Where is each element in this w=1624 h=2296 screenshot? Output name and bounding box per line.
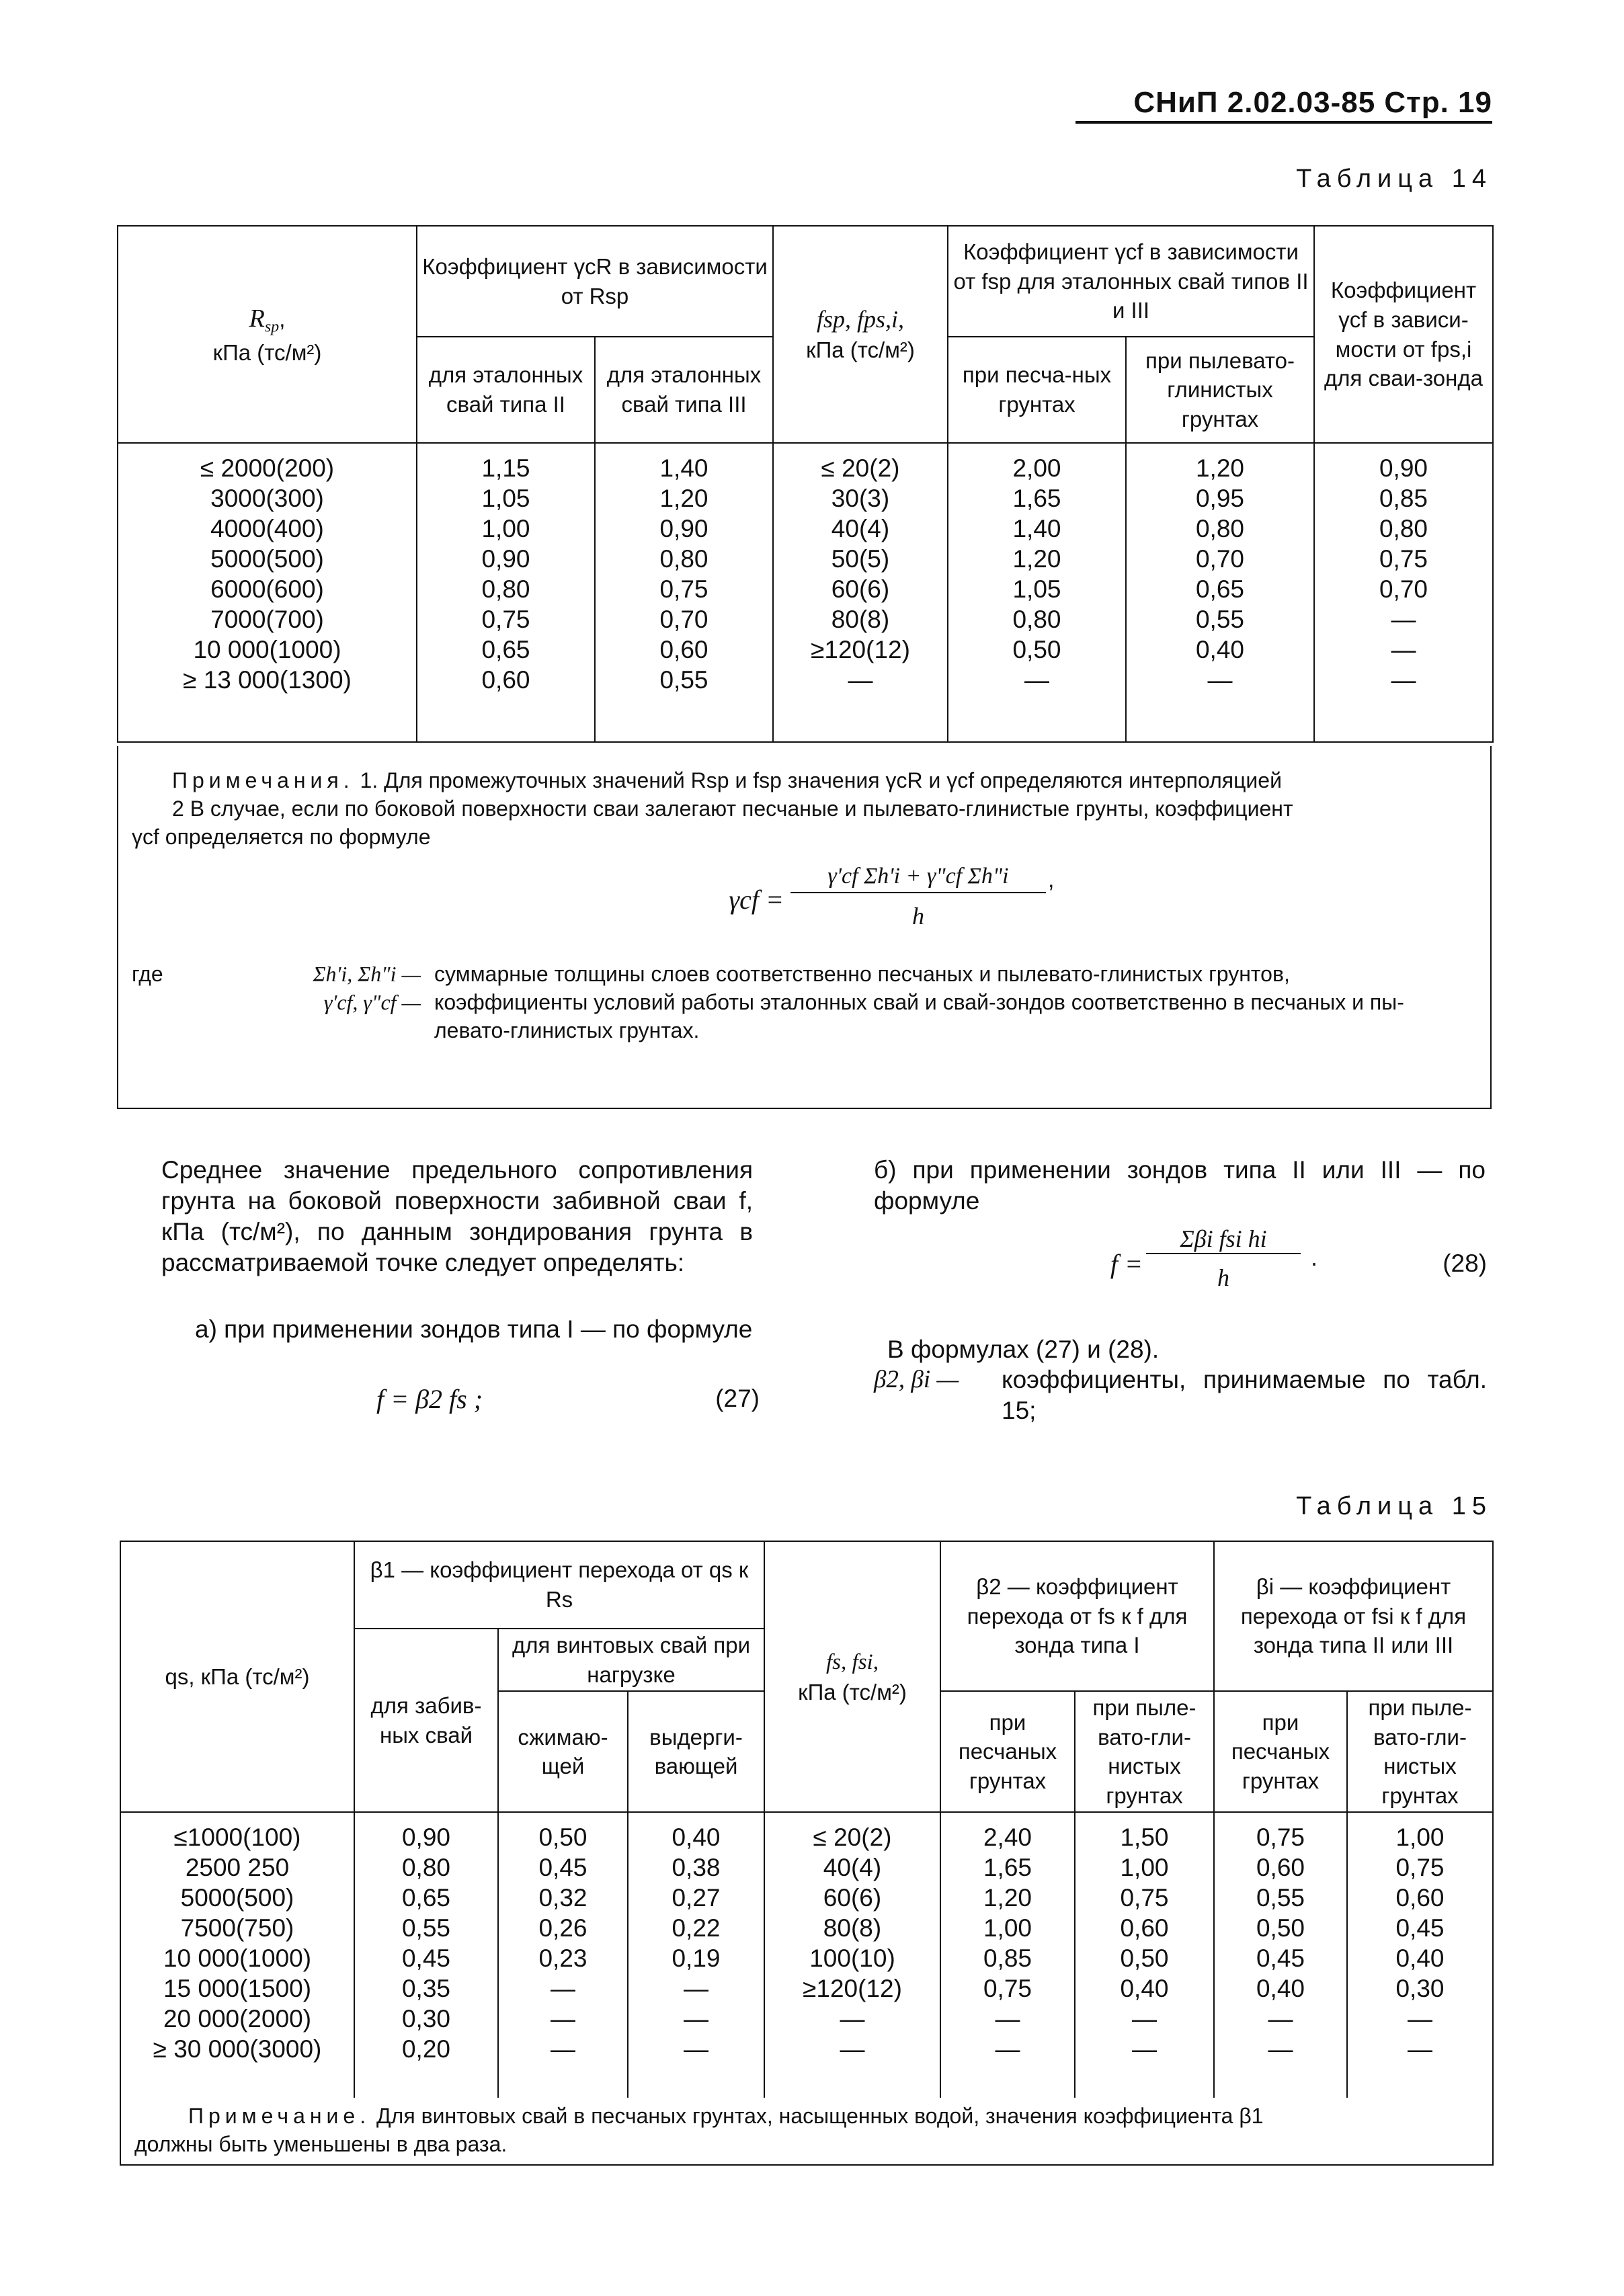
t15-head-bi-clay: при пыле-вато-гли-нистых грунтах <box>1347 1691 1493 1812</box>
table14 <box>117 225 1494 743</box>
t15-head-bi: βi — коэффициент перехода от fsi к f для зонда типа II или III <box>1214 1541 1493 1691</box>
body-right-p3-sym: β2, βi — <box>874 1366 959 1393</box>
t14-col-rsp: ≤ 2000(200) 3000(300) 4000(400) 5000(500) 6000(600) 7000(700) 10 000(1000) ≥ 13 000(1300) <box>118 443 417 742</box>
t14-head-gcr: Коэффициент γcR в зависимости от Rsp <box>417 226 773 337</box>
t15-col-qs: ≤1000(100) 2500 250 5000(500) 7500(750) 10 000(1000) 15 000(1500) 20 000(2000) ≥ 30 000(3000) <box>120 1812 354 2098</box>
body-right-p3-text: коэффициенты, принимаемые по табл. 15; <box>1002 1366 1487 1424</box>
t15-col-bi-sand: 0,75 0,60 0,55 0,50 0,45 0,40 — — <box>1214 1812 1347 2098</box>
body-left-p1: Среднее значение предельного сопротивления грунта на боковой поверхности забивной сваи f, кПа (тс/м²), по данным зондирования грунта в рассматриваемой точке следует определять: <box>161 1156 753 1276</box>
t15-head-b2-sand: при песчаных грунтах <box>940 1691 1075 1812</box>
table15 <box>120 1541 1494 2166</box>
note-formula-denominator: h <box>912 903 924 930</box>
t14-col-gcf-sand: 2,00 1,65 1,40 1,20 1,05 0,80 0,50 — <box>948 443 1126 742</box>
note-w1-sym: Σh'i, Σh"i — <box>313 962 421 986</box>
formula-28-lhs: f = <box>1110 1249 1143 1279</box>
note-w1-text: суммарные толщины слоев соответственно песчаных и пылевато-глинистых грунтов, <box>434 962 1290 986</box>
formula-27: f = β2 fs ; <box>376 1384 483 1414</box>
note-formula-numerator: γ'cf Σh'i + γ"cf Σh"i <box>790 864 1046 893</box>
note-w2-sym: γ'cf, γ"cf — <box>323 990 421 1014</box>
t15-head-b1: β1 — коэффициент перехода от qs к Rs <box>354 1541 764 1629</box>
table14-notes <box>117 746 1492 1109</box>
t14-col-gcf-clay: 1,20 0,95 0,80 0,70 0,65 0,55 0,40 — <box>1126 443 1314 742</box>
formula-28-number: (28) <box>1443 1249 1487 1277</box>
t14-col-gcf-probe: 0,90 0,85 0,80 0,75 0,70 — — — <box>1314 443 1493 742</box>
table15-caption: Таблица 15 <box>1296 1492 1492 1520</box>
t14-head-clay: при пылевато-глинистых грунтах <box>1126 337 1314 443</box>
t14-col-fsp: ≤ 20(2) 30(3) 40(4) 50(5) 60(6) 80(8) ≥120(12) — <box>773 443 948 742</box>
t15-col-fs: ≤ 20(2) 40(4) 60(6) 80(8) 100(10) ≥120(12) — — <box>764 1812 940 2098</box>
t15-col-bi-clay: 1,00 0,75 0,60 0,45 0,40 0,30 — — <box>1347 1812 1493 2098</box>
t14-head-sand: при песча-ных грунтах <box>948 337 1126 443</box>
t15-head-bi-sand: при песчаных грунтах <box>1214 1691 1347 1812</box>
body-right-p2: В формулах (27) и (28). <box>887 1336 1160 1363</box>
note-w2-text1: коэффициенты условий работы эталонных свай и свай-зондов соответственно в песчаных и пы- <box>434 990 1404 1014</box>
formula-27-number: (27) <box>715 1385 760 1412</box>
t14-head-rsp: $R_{sp}$, кПа (тс/м²) <box>118 226 417 443</box>
t15-head-driven: для забив-ных свай <box>354 1629 498 1812</box>
body-left-p2: а) при применении зондов типа I — по формуле <box>195 1315 753 1343</box>
body-right-p1: б) при применении зондов типа II или III — по формуле <box>874 1156 1486 1215</box>
formula-28-numerator: Σβi fsi hi <box>1146 1225 1301 1254</box>
t15-head-pullout: выдерги-вающей <box>628 1691 764 1812</box>
note-formula-lhs: γcf = <box>729 885 784 915</box>
t15-head-screw: для винтовых свай при нагрузке <box>498 1629 764 1691</box>
note-where: где <box>132 962 163 986</box>
note-w2-text2: левато-глинистых грунтах. <box>434 1018 700 1042</box>
t14-col-gcr2: 1,15 1,05 1,00 0,90 0,80 0,75 0,65 0,60 <box>417 443 595 742</box>
t15-col-b1-driven: 0,90 0,80 0,65 0,55 0,45 0,35 0,30 0,20 <box>354 1812 498 2098</box>
t15-head-b2: β2 — коэффициент перехода от fs к f для зонда типа I <box>940 1541 1214 1691</box>
t15-head-b2-clay: при пыле-вато-гли-нистых грунтах <box>1075 1691 1214 1812</box>
t14-head-gcf: Коэффициент γcf в зависимости от fsp для эталонных свай типов II и III <box>948 226 1314 337</box>
t14-head-type2: для эталонных свай типа II <box>417 337 595 443</box>
note-formula-comma: , <box>1048 867 1055 893</box>
t15-col-b1-pullout: 0,40 0,38 0,27 0,22 0,19 — — — <box>628 1812 764 2098</box>
formula-28-denominator: h <box>1217 1264 1229 1291</box>
t15-col-b1-compress: 0,50 0,45 0,32 0,26 0,23 — — — <box>498 1812 628 2098</box>
page-header: СНиП 2.02.03-85 Стр. 19 <box>1075 86 1492 124</box>
note2-cont: γcf определяется по формуле <box>132 825 431 849</box>
t15-col-b2-clay: 1,50 1,00 0,75 0,60 0,50 0,40 — — <box>1075 1812 1214 2098</box>
t15-col-b2-sand: 2,40 1,65 1,20 1,00 0,85 0,75 — — <box>940 1812 1075 2098</box>
t14-col-gcr3: 1,40 1,20 0,90 0,80 0,75 0,70 0,60 0,55 <box>595 443 773 742</box>
note2: 2 В случае, если по боковой поверхности сваи залегают песчаные и пылевато-глинистые грунты, коэффициент <box>172 796 1293 821</box>
t14-head-type3: для эталонных свай типа III <box>595 337 773 443</box>
t15-head-fs: fs, fsi, кПа (тс/м²) <box>764 1541 940 1812</box>
t15-note: Примечание. Для винтовых свай в песчаных грунтах, насыщенных водой, значения коэффициента β1 должны быть уменьшены в два раза. <box>120 2098 1493 2165</box>
formula-28-dot: . <box>1311 1243 1318 1271</box>
note1: Примечания. 1. Для промежуточных значений Rsp и fsp значения γcR и γcf определяются интерполяцией <box>172 768 1282 792</box>
t14-head-fsp: fsp, fps,i, кПа (тс/м²) <box>773 226 948 443</box>
t15-head-compress: сжимаю-щей <box>498 1691 628 1812</box>
t14-head-gcf-probe: Коэффициент γcf в зависи-мости от fps,i для сваи-зонда <box>1314 226 1493 443</box>
table14-caption: Таблица 14 <box>1296 165 1492 193</box>
t15-head-qs: qs, кПа (тс/м²) <box>120 1541 354 1812</box>
